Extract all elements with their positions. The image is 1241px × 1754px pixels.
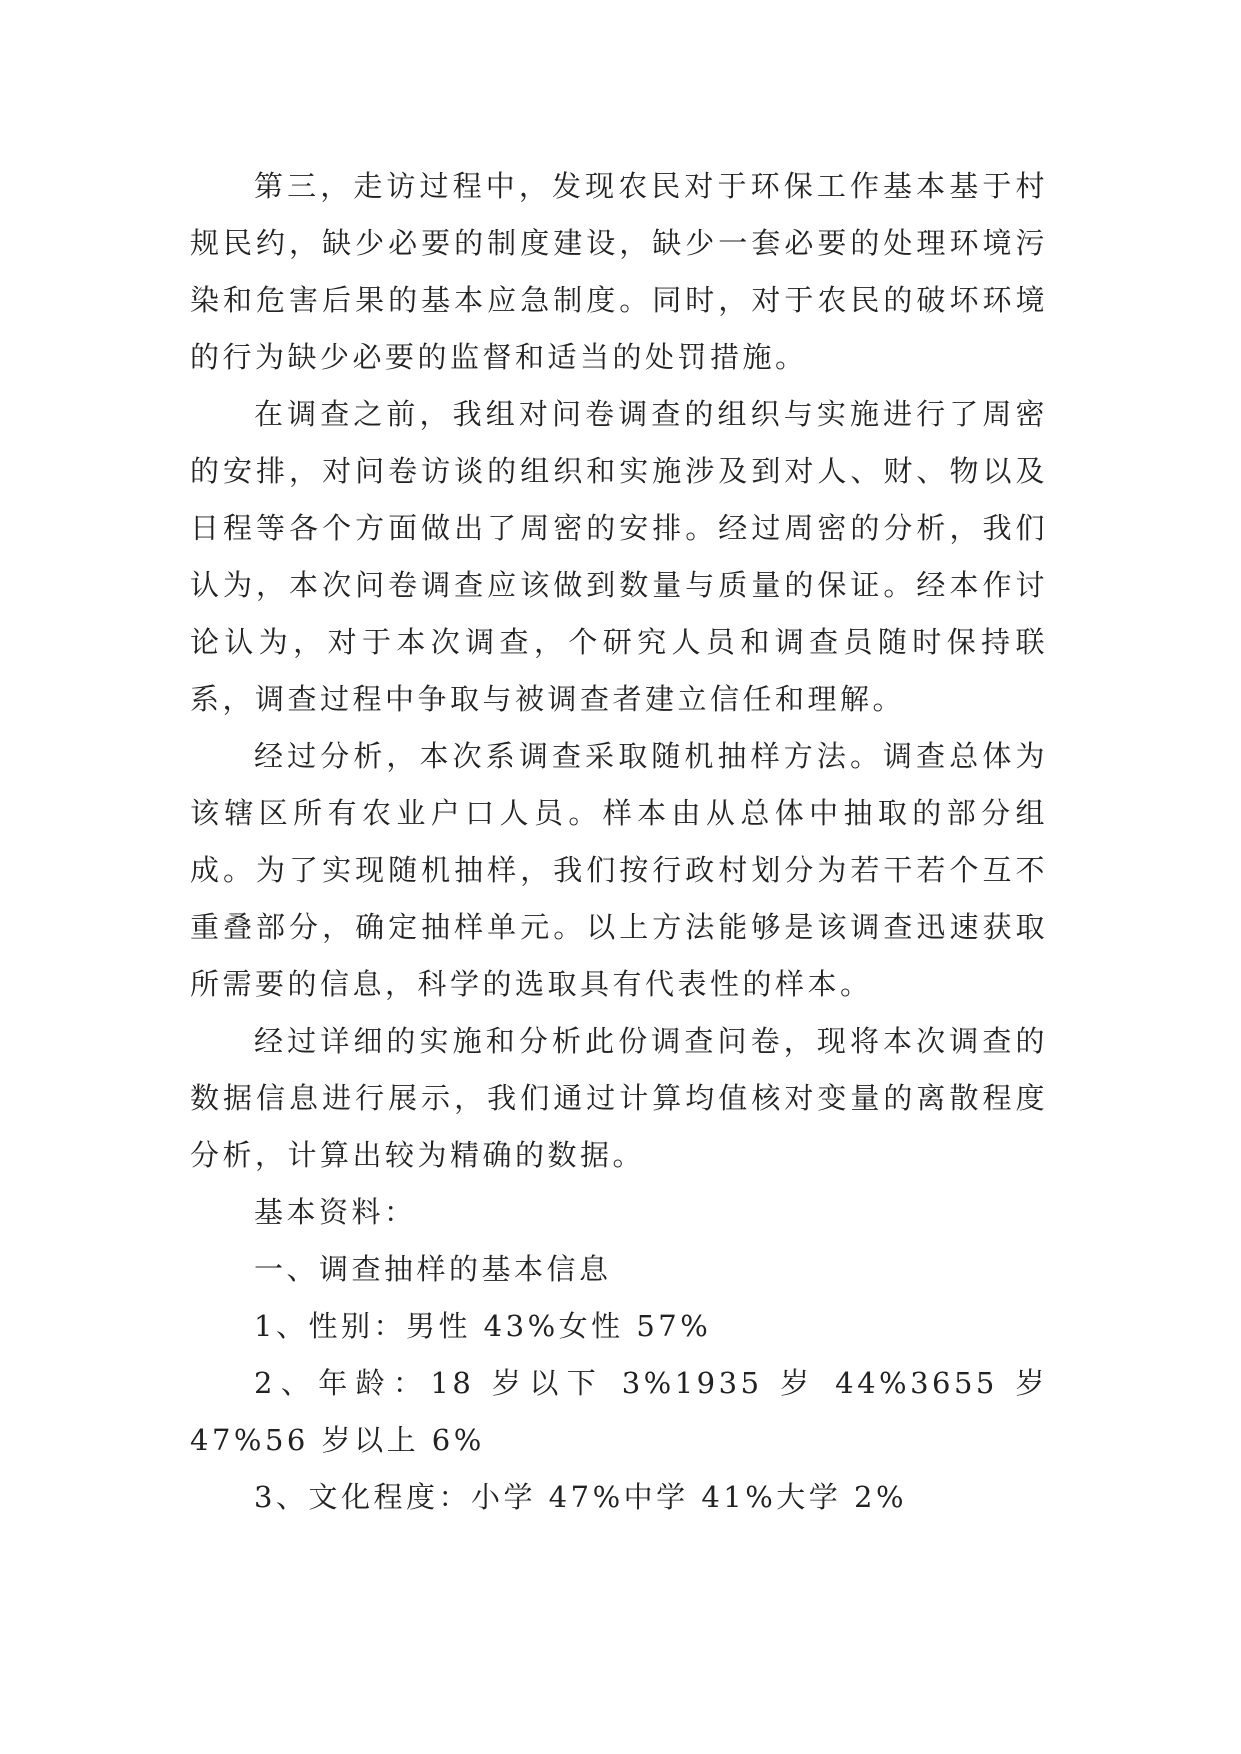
paragraph-environmental-findings: 第三，走访过程中，发现农民对于环保工作基本基于村规民约，缺少必要的制度建设，缺少一套必要的处理环境污染和危害后果的基本应急制度。同时，对于农民的破坏环境的行为缺少必要的监督和适当的处罚措施。 — [190, 169, 1048, 374]
list-item-age: 2、年龄：18 岁以下 3%1935 岁 44%3655 岁 47%56 岁以上 6% — [190, 1366, 1048, 1457]
basic-info-heading: 基本资料： — [254, 1195, 417, 1229]
document-body — [190, 158, 1048, 1526]
list-item-gender: 1、性别：男性 43%女性 57% — [254, 1309, 712, 1343]
paragraph-survey-preparation: 在调查之前，我组对问卷调查的组织与实施进行了周密的安排，对问卷访谈的组织和实施涉及到对人、财、物以及日程等各个方面做出了周密的安排。经过周密的分析，我们认为，本次问卷调查应该做到数量与质量的保证。经本作讨论认为，对于本次调查，个研究人员和调查员随时保持联系，调查过程中争取与被调查者建立信任和理解。 — [190, 397, 1048, 716]
paragraph-data-analysis: 经过详细的实施和分析此份调查问卷，现将本次调查的数据信息进行展示，我们通过计算均值核对变量的离散程度分析，计算出较为精确的数据。 — [190, 1024, 1048, 1172]
paragraph-sampling-method: 经过分析，本次系调查采取随机抽样方法。调查总体为该辖区所有农业户口人员。样本由从总体中抽取的部分组成。为了实现随机抽样，我们按行政村划分为若干若个互不重叠部分，确定抽样单元。以上方法能够是该调查迅速获取所需要的信息，科学的选取具有代表性的样本。 — [190, 739, 1048, 1001]
list-item-education: 3、文化程度：小学 47%中学 41%大学 2% — [254, 1480, 908, 1514]
section-heading: 一、调查抽样的基本信息 — [254, 1252, 612, 1286]
